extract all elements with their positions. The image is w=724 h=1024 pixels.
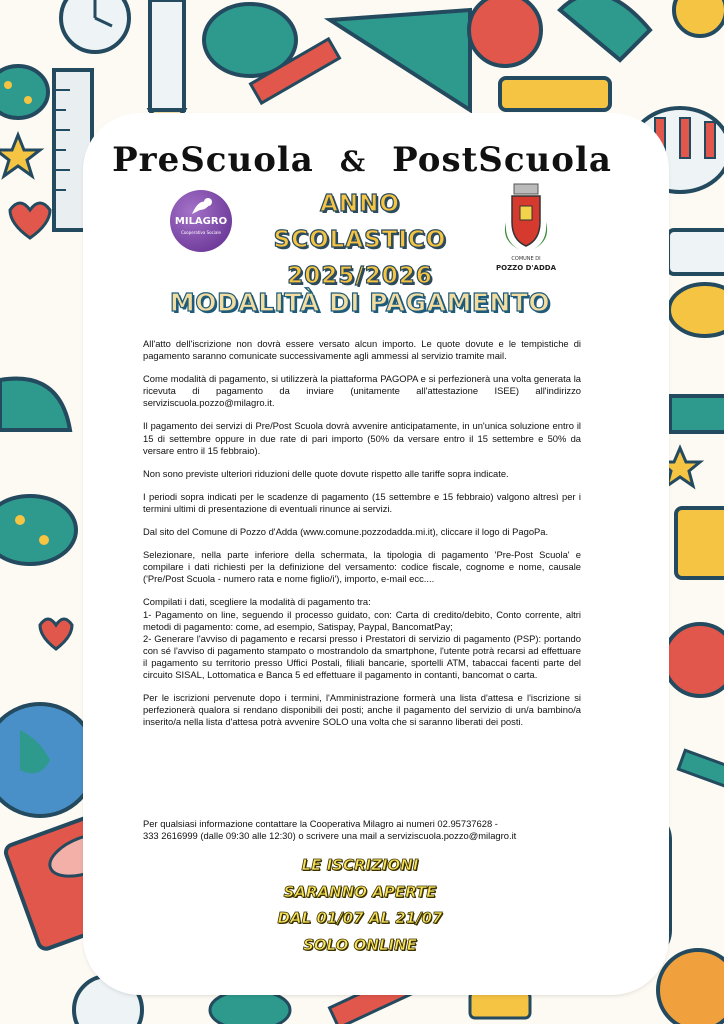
payment-info <box>143 338 581 739</box>
protractor-icon <box>0 379 70 430</box>
paragraph: Selezionare, nella parte inferiore della schermata, la tipologia di pagamento 'Pre-Post Scuola' e compilare i dati richiesti per la definizione del versamento: codice fiscale, cognome e nome, causale ('Pre/Post Scuola - numero rata e nome figlio/i'), importo, e-mail ecc.... <box>143 549 581 585</box>
comune-name: POZZO D'ADDA <box>495 264 557 272</box>
milagro-logo <box>170 190 232 252</box>
pen-icon-right <box>678 750 724 789</box>
paragraph: Per le iscrizioni pervenute dopo i termini, l'Amministrazione formerà una lista d'attesa e l'iscrizione si perfezionerà qualora si rendano disponibili dei posti; anche il pagamento del servizio di un/a bambino/a inserito/a nella lista d'attesa potrà avvenire SOLO una volta che si saranno liberati dei posti. <box>143 692 581 728</box>
glue-icon <box>500 78 610 110</box>
rugby-ball-icon <box>669 284 724 336</box>
clock-icon <box>61 0 129 52</box>
book-icon <box>668 230 724 274</box>
school-year-label: ANNO SCOLASTICO <box>273 191 447 253</box>
paragraph: Compilati i dati, scegliere la modalità di pagamento tra: 1- Pagamento on line, seguendo il processo guidato, con: Carta di credito/debito, Conto corrente, altri metodi di pagamento: come, ad esempio, Satispay, Paypal, BancomatPay; 2- Generare l'avviso di pagamento e recarsi presso i Prestatori di servizio di pagamento (PSP): portando con sé l'avviso di pagamento stampato o mostrandolo da smartphone, l'utente potrà recarsi ad effettuare il pagamento su territorio presso Uffici Postali, filiali bancarie, sportelli ATM, tabaccai facenti parte del circuito SISAL, Lottomatica e Banca 5 ed effettuare il pagamento in contanti, bancomat o carta. <box>143 596 581 680</box>
star-icon-right <box>660 448 700 486</box>
coat-of-arms-icon <box>494 182 558 256</box>
paragraph: Non sono previste ulteriori riduzioni delle quote dovute rispetto alle tariffe sopra indicate. <box>143 467 509 479</box>
enrollment-line: SOLO ONLINE <box>303 935 417 954</box>
basketball-icon <box>658 950 724 1024</box>
milagro-label: MILAGRO <box>174 216 228 227</box>
paragraph: All'atto dell'iscrizione non dovrà essere versato alcun importo. Le quote dovute e le tempistiche di pagamento saranno comunicate successivamente agli ammessi al servizio tramite mail. <box>143 338 581 362</box>
clock-icon-right <box>664 624 724 696</box>
set-square-icon <box>330 10 470 110</box>
enrollment-line: DAL 01/07 AL 21/07 <box>277 909 443 927</box>
notebook-icon <box>670 396 724 432</box>
paragraph: Dal sito del Comune di Pozzo d'Adda (www.comune.pozzodadda.mi.it), cliccare il logo di PagoPa. <box>143 526 549 538</box>
page-title <box>0 140 724 180</box>
milagro-tagline: Cooperativa Sociale <box>181 230 221 235</box>
title-prescuola: PreScuola <box>112 140 314 180</box>
enrollment-line: SARANNO APERTE <box>283 882 437 901</box>
apple-icon <box>469 0 541 66</box>
contact-info: Per qualsiasi informazione contattare la Cooperativa Milagro ai numeri 02.95737628 - 333 2616999 (dalle 09:30 alle 12:30) o scrivere una mail a serviziscuola.pozzo@milagro.it <box>143 818 517 842</box>
enrollment-line: LE ISCRIZIONI <box>301 856 419 874</box>
paragraph: Come modalità di pagamento, si utilizzerà la piattaforma PAGOPA e si perfezionerà una volta generata la ricevuta di pagamento da inviare (unitamente all'attestazione ISEE) all'indirizzo serviziscuola.pozzo@milagro.it. <box>143 373 581 409</box>
eraser-icon <box>210 990 290 1024</box>
title-postscuola: PostScuola <box>392 140 612 180</box>
comune-label: COMUNE DI <box>511 256 541 262</box>
section-title: MODALITÀ DI PAGAMENTO <box>169 288 551 317</box>
crayon-icon <box>470 992 530 1018</box>
title-ampersand: & <box>339 145 367 178</box>
calculator-icon <box>676 508 724 578</box>
enrollment-banner <box>200 852 520 958</box>
lamp-icon <box>0 66 48 118</box>
school-year <box>230 186 490 294</box>
paragraph: I periodi sopra indicati per le scadenze di pagamento (15 settembre e 15 febbraio) valgono altresì per i termini ultimi di presentazione di eventuali rinunce ai servizi. <box>143 490 581 514</box>
comune-crest <box>494 182 558 278</box>
heart-icon <box>10 203 50 238</box>
heart-icon-left <box>40 619 72 649</box>
lamp-icon-left <box>0 496 76 564</box>
paragraph: Il pagamento dei servizi di Pre/Post Scuola dovrà avvenire anticipatamente, in un'unica soluzione entro il 15 di settembre oppure in due rate di pari importo (50% da versare entro il 15 settembre e 50% da versare entro il 15 febbraio). <box>143 420 581 456</box>
school-year-value: 2025/2026 <box>287 263 433 289</box>
desk-lamp-icon <box>560 0 650 60</box>
